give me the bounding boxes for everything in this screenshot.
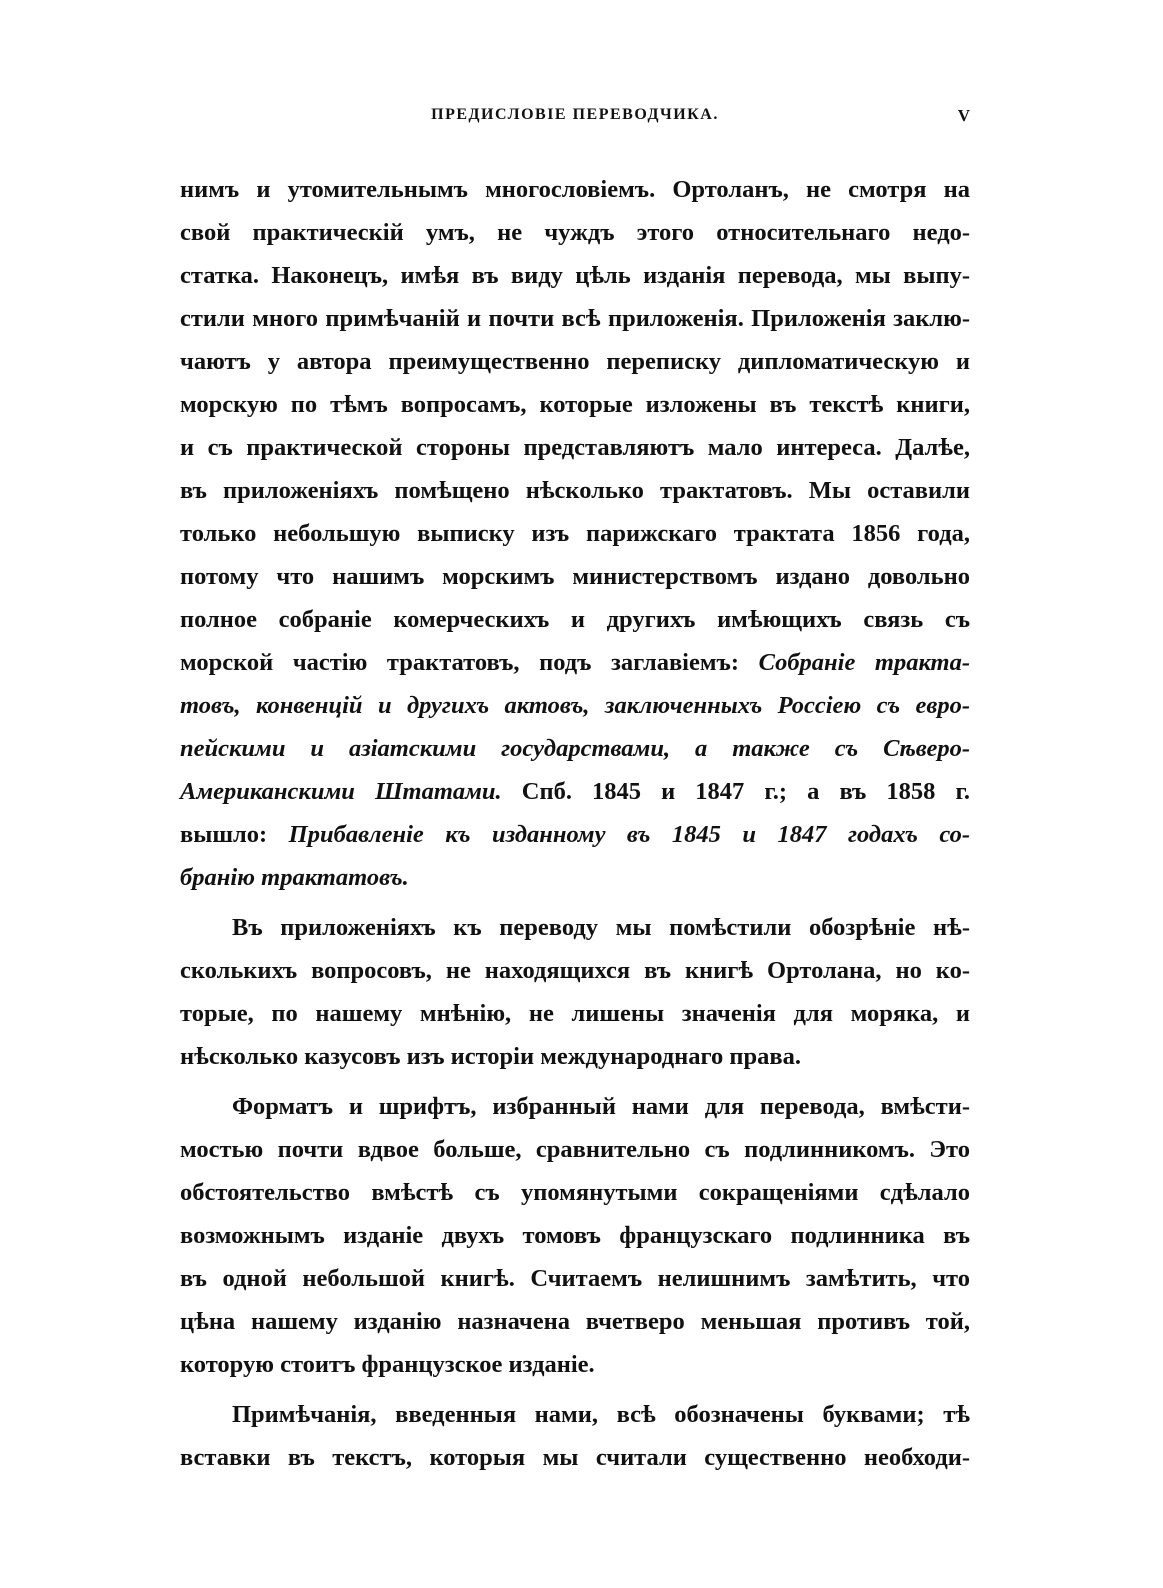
body-text [180, 168, 970, 1479]
text-line: мостью почти вдвое больше, сравнительно съ подлинникомъ. Это [180, 1136, 970, 1163]
page-number: V [957, 106, 970, 125]
text-line: полное собраніе комерческихъ и другихъ имѣющихъ связь съ [180, 606, 970, 633]
text-line: чаютъ у автора преимущественно переписку дипломатическую и [180, 348, 970, 375]
text-line: нимъ и утомительнымъ многословіемъ. Ортоланъ, не смотря на [180, 176, 970, 203]
text-line: въ одной небольшой книгѣ. Считаемъ нелишнимъ замѣтить, что [180, 1265, 970, 1292]
text-line: только небольшую выписку изъ парижскаго трактата 1856 года, [180, 520, 970, 547]
italic-title: Прибавленіе къ изданному въ 1845 и 1847 годахъ со- [288, 821, 971, 848]
text-line: морской частію трактатовъ, подъ заглавіемъ: Собраніе тракта- [180, 649, 970, 676]
paragraph [180, 906, 970, 1078]
text-line: вышло: Прибавленіе къ изданному въ 1845 и 1847 годахъ со- [180, 821, 971, 848]
text-line: Примѣчанія, введенныя нами, всѣ обозначены буквами; тѣ [232, 1401, 970, 1428]
text-line: торые, по нашему мнѣнію, не лишены значенія для моряка, и [180, 1000, 970, 1027]
paragraph [180, 1085, 970, 1386]
text-line: и съ практической стороны представляютъ мало интереса. Далѣе, [180, 434, 970, 461]
text-line: возможнымъ изданіе двухъ томовъ французскаго подлинника въ [180, 1222, 970, 1249]
text-line: пейскими и азіатскими государствами, а также съ Сѣверо- [180, 735, 970, 762]
italic-title: Собраніе тракта- [758, 649, 970, 676]
text-line: вставки въ текстъ, которыя мы считали существенно необходи- [180, 1444, 970, 1471]
text-line: нѣсколько казусовъ изъ исторіи международнаго права. [180, 1043, 801, 1070]
text-line: въ приложеніяхъ помѣщено нѣсколько трактатовъ. Мы оставили [180, 477, 970, 504]
text-line: цѣна нашему изданію назначена вчетверо меньшая противъ той, [180, 1308, 970, 1335]
text-line: товъ, конвенцій и другихъ актовъ, заключенныхъ Россіею съ евро- [180, 692, 970, 719]
text-line: которую стоитъ французское изданіе. [180, 1351, 595, 1378]
paragraph [180, 168, 970, 899]
text-line: стили много примѣчаній и почти всѣ приложенія. Приложенія заклю- [180, 305, 970, 332]
text-line: Въ приложеніяхъ къ переводу мы помѣстили обозрѣніе нѣ- [232, 914, 970, 941]
running-head [180, 106, 970, 130]
paragraph [180, 1393, 970, 1479]
text-line: Форматъ и шрифтъ, избранный нами для перевода, вмѣсти- [232, 1093, 970, 1120]
text-line: потому что нашимъ морскимъ министерствомъ издано довольно [180, 563, 970, 590]
text-line: обстоятельство вмѣстѣ съ упомянутыми сокращеніями сдѣлало [180, 1179, 970, 1206]
text-line: статка. Наконецъ, имѣя въ виду цѣль изданія перевода, мы выпу- [180, 262, 970, 289]
text-line: бранію трактатовъ. [180, 864, 409, 891]
text-line: морскую по тѣмъ вопросамъ, которые изложены въ текстѣ книги, [180, 391, 970, 418]
text-line: сколькихъ вопросовъ, не находящихся въ книгѣ Ортолана, но ко- [180, 957, 970, 984]
running-title: ПРЕДИСЛОВІЕ ПЕРЕВОДЧИКА. [431, 106, 719, 123]
text-line: свой практическій умъ, не чуждъ этого относительнаго недо- [180, 219, 970, 246]
text-line: Американскими Штатами. Спб. 1845 и 1847 г.; а въ 1858 г. [180, 778, 970, 805]
